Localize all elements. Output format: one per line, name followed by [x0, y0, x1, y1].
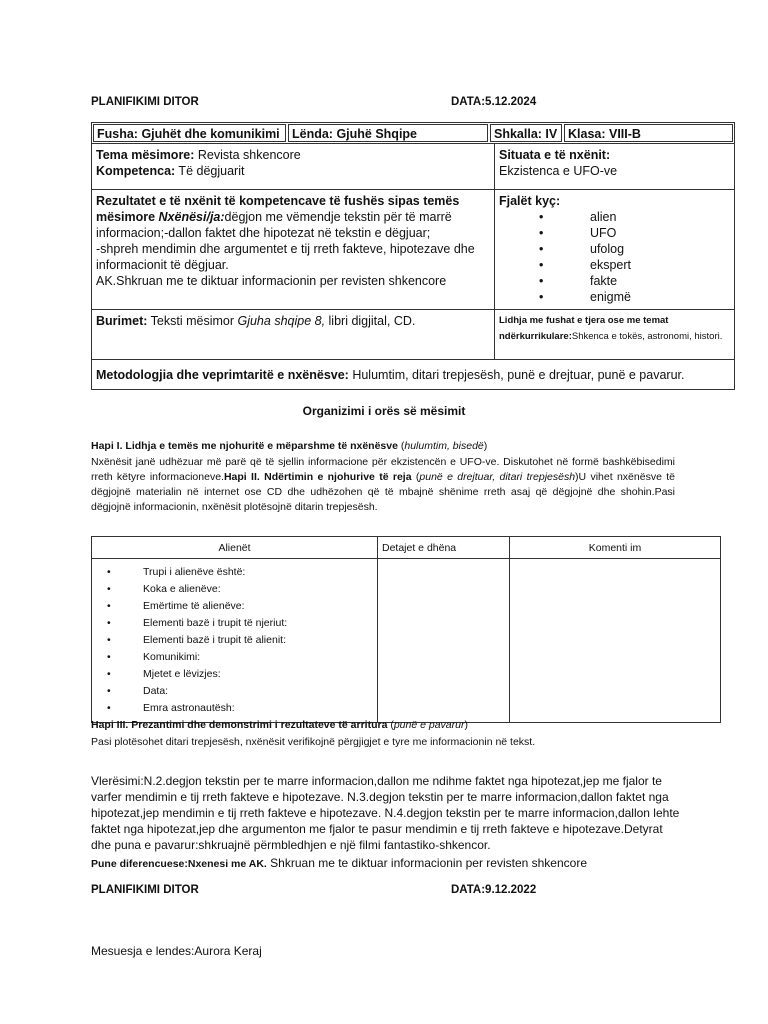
list-item: • Emra astronautësh: [107, 700, 376, 717]
organizimi-heading: Organizimi i orës së mësimit [302, 404, 466, 418]
alienet-cell [92, 559, 378, 723]
ditari-header-row [92, 537, 721, 559]
hapi-2-label: Hapi II. Ndërtimin e njohurive të reja [223, 471, 412, 483]
komenti-cell [510, 559, 721, 723]
hapi-paragraph: Nxënësit janë udhëzuar më parë që të sjellin informacione për ekzistencën e UFO-ve. Diskutohet në formë bashkëbisedimi rreth këtyre informacioneve.Hapi II. Ndërtimin e njohurive të reja (punë e drejtuar, ditari trepjesësh)U vihet nxënësve të dëgjojnë materialin në internet ose CD dhe udhëzohen që të mbajnë shënime rreth asaj që dëgjojnë dhe shohin.Pasi dëgjojnë informacionin, nxënësit plotësojnë ditarin trepjesësh. [91, 456, 675, 513]
mesuesja-signature: Mesuesja e lendes:Aurora Keraj [91, 944, 262, 958]
plan-date: DATA:5.12.2024 [451, 96, 537, 108]
situata-label: Situata e të nxënit: [499, 148, 611, 162]
ditari-body-row [92, 559, 721, 723]
burimet-text-2: libri digjital, CD. [325, 314, 416, 328]
list-item: • Elementi bazë i trupit të alienit: [107, 632, 376, 649]
burimet-text: Teksti mësimor [147, 314, 238, 328]
rezultatet-text-1: dëgjon me vëmendje tekstin për të marrë informacion;-dallon faktet dhe hipotezat në tekstin e dëgjuar; [96, 210, 452, 240]
rezultatet-cell [92, 190, 495, 310]
nxenesi-label: Nxënësi/ja: [158, 210, 225, 224]
hapi-1-label: Hapi I. Lidhja e temës me njohuritë e mëparshme të nxënësve [91, 440, 398, 452]
kompetenca-value: Të dëgjuarit [175, 164, 245, 178]
rezultatet-text-2: -shpreh mendimin dhe argumentet e tij rreth fakteve, hipotezave dhe informacionit të dëgjuar. [96, 242, 475, 272]
klasa-cell: Klasa: VIII-B [564, 124, 733, 142]
lidhja-cell [495, 310, 735, 360]
keyword-item: • enigmë [539, 289, 730, 305]
keyword-item: • UFO [539, 225, 730, 241]
tema-value: Revista shkencore [194, 148, 301, 162]
para-text-1: Nxënësit janë udhëzuar më parë që të sjellin informacione për ekzistencën e UFO-ve. Diskutohet në formë bashkëbisedimi rreth këtyre informacioneve. [91, 456, 675, 483]
burimet-label: Burimet: [96, 314, 148, 328]
keyword-list [499, 209, 730, 305]
list-item: • Komunikimi: [107, 649, 376, 666]
list-item: • Mjetet e lëvizjes: [107, 666, 376, 683]
hapi-1-method: hulumtim, bisedë [404, 440, 484, 452]
hapi-3-label: Hapi III. Prezantimi dhe demonstrimi i rezultateve të arritura [91, 719, 388, 731]
tema-label: Tema mësimore: [96, 148, 195, 162]
vleresimi-text: Vlerësimi:N.2.degjon tekstin per te marre informacion,dallon me ndihme faktet nga hipotezat,jep me fjalor te varfer mendimin e tij rreth fakteve e hipotezave. N.3.degjon tekstin per te marre informacion,dallon faktet nga hipotezat,jep mendimin e tij rreth fakteve e hipotezave. N.4.degjon tekstin per te marre informacion,dallon lehte faktet nga hipotezat,jep dhe argumenton me fjalor te pasur mendimin e tij rreth fakteve e hipotezave.Detyrat dhe puna e pavarur:shkruajnë përmbledhjen e një filmi fantastiko-shkencor. [91, 774, 680, 852]
shkalla-cell: Shkalla: IV [490, 124, 562, 142]
situata-cell [495, 144, 735, 190]
keyword-item: • fakte [539, 273, 730, 289]
burimet-cell [92, 310, 495, 360]
para-text-2: U vihet nxënësve të dëgjojnë materialin në internet ose CD dhe udhëzohen që të mbajnë shënime rreth asaj që dëgjojnë dhe shohin.Pasi dëgjojnë informacionin, nxënësit plotësojnë ditarin trepjesësh. [91, 471, 675, 513]
keyword-item: • ekspert [539, 257, 730, 273]
hapi-3-text: Pasi plotësohet ditari trepjesësh, nxënësit verifikojnë përgjigjet e tyre me informacionin në tekst. [91, 736, 536, 748]
info-row-metodologjia [92, 360, 735, 390]
hapi-2-method: punë e drejtuar, ditari trepjesësh [419, 471, 576, 483]
hapi-3-method: punë e pavarur [393, 719, 465, 731]
lidhja-text: Shkenca e tokës, astronomi, histori. [571, 331, 723, 342]
plan-title: PLANIFIKIMI DITOR [91, 96, 199, 108]
info-table [91, 122, 735, 390]
tema-cell [92, 144, 495, 190]
plan-title-2: PLANIFIKIMI DITOR [91, 884, 199, 896]
plan-date-2: DATA:9.12.2022 [451, 884, 537, 896]
pune-label: Pune diferencuese:Nxenesi me AK. [91, 858, 267, 870]
col-header-komenti: Komenti im [510, 537, 721, 559]
lidhja-label: Lidhja me fushat e tjera ose me temat ndërkurrikulare: [499, 315, 669, 342]
list-item: • Emërtime të alienëve: [107, 598, 376, 615]
info-row-burimet [92, 310, 735, 360]
info-row-rezultatet [92, 190, 735, 310]
rezultatet-text-3: AK.Shkruan me te diktuar informacionin per revisten shkencore [96, 274, 447, 288]
keyword-item: • alien [539, 209, 730, 225]
hapi-3-heading: Hapi III. Prezantimi dhe demonstrimi i rezultateve të arritura (punë e pavarur) [91, 719, 468, 731]
ditari-table [91, 536, 721, 723]
lenda-cell: Lënda: Gjuhë Shqipe [288, 124, 488, 142]
fjalet-label: Fjalët kyç: [499, 194, 561, 208]
col-header-detajet: Detajet e dhëna [378, 537, 510, 559]
detajet-cell [378, 559, 510, 723]
col-header-alienet: Alienët [92, 537, 378, 559]
fjalet-cell [495, 190, 735, 310]
metodologjia-cell [92, 360, 735, 390]
burimet-book: Gjuha shqipe 8, [237, 314, 326, 328]
list-item: • Trupi i alienëve është: [107, 564, 376, 581]
pune-diferencuese [91, 855, 731, 872]
info-row-tema [92, 144, 735, 190]
list-item: • Data: [107, 683, 376, 700]
list-item: • Koka e alienëve: [107, 581, 376, 598]
rezultatet-label: Rezultatet e të nxënit të kompetencave të fushës sipas temës mësimore [96, 194, 460, 224]
hapi-1-heading: Hapi I. Lidhja e temës me njohuritë e mëparshme të nxënësve (hulumtim, bisedë) [91, 440, 488, 452]
alienet-list [93, 560, 376, 721]
info-row-subject [92, 123, 735, 144]
pune-text: Shkruan me te diktuar informacionin per revisten shkencore [266, 856, 587, 870]
metodologjia-label: Metodologjia dhe veprimtaritë e nxënësve: [96, 367, 349, 382]
metodologjia-text: Hulumtim, ditari trepjesësh, punë e drejtuar, punë e pavarur. [348, 367, 685, 382]
list-item: • Elementi bazë i trupit të njeriut: [107, 615, 376, 632]
kompetenca-label: Kompetenca: [96, 164, 176, 178]
situata-value: Ekzistenca e UFO-ve [499, 164, 618, 178]
keyword-item: • ufolog [539, 241, 730, 257]
fusha-cell: Fusha: Gjuhët dhe komunikimi [93, 124, 286, 142]
